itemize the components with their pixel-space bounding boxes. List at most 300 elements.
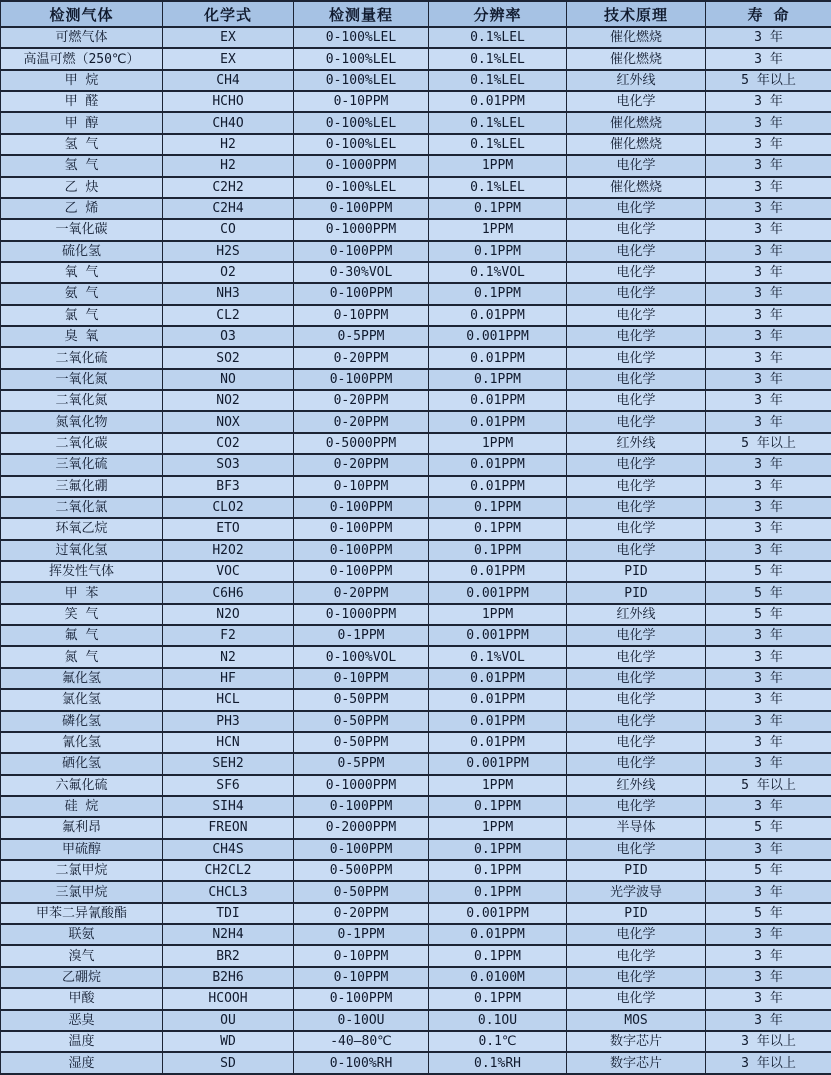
- cell-resolution: 0.1PPM: [429, 369, 567, 390]
- cell-principle: 电化学: [567, 262, 706, 283]
- table-row: [1, 945, 831, 966]
- cell-range: 0-1000PPM: [294, 219, 429, 240]
- cell-lifespan: 3 年: [706, 305, 831, 326]
- cell-gas: 环氧乙烷: [1, 518, 163, 539]
- cell-range: 0-100%LEL: [294, 48, 429, 69]
- cell-resolution: 0.001PPM: [429, 326, 567, 347]
- cell-formula: NO2: [163, 390, 294, 411]
- cell-resolution: 0.0100M: [429, 967, 567, 988]
- cell-range: 0-1PPM: [294, 625, 429, 646]
- cell-range: 0-20PPM: [294, 411, 429, 432]
- cell-principle: 红外线: [567, 70, 706, 91]
- cell-lifespan: 3 年: [706, 369, 831, 390]
- cell-resolution: 0.1PPM: [429, 988, 567, 1009]
- cell-range: 0-5000PPM: [294, 433, 429, 454]
- table-row: [1, 27, 831, 48]
- cell-principle: 电化学: [567, 689, 706, 710]
- cell-gas: 湿度: [1, 1052, 163, 1074]
- cell-lifespan: 3 年以上: [706, 1031, 831, 1052]
- cell-lifespan: 5 年: [706, 860, 831, 881]
- cell-formula: VOC: [163, 561, 294, 582]
- cell-range: 0-20PPM: [294, 454, 429, 475]
- table-row: [1, 305, 831, 326]
- cell-formula: C6H6: [163, 582, 294, 603]
- cell-range: 0-100PPM: [294, 561, 429, 582]
- cell-lifespan: 3 年: [706, 967, 831, 988]
- cell-range: -40—80℃: [294, 1031, 429, 1052]
- cell-formula: CH2CL2: [163, 860, 294, 881]
- table-row: [1, 518, 831, 539]
- cell-gas: 乙 烯: [1, 198, 163, 219]
- cell-principle: 电化学: [567, 988, 706, 1009]
- cell-principle: 电化学: [567, 540, 706, 561]
- cell-gas: 六氟化硫: [1, 775, 163, 796]
- cell-range: 0-10PPM: [294, 668, 429, 689]
- cell-range: 0-100PPM: [294, 198, 429, 219]
- cell-principle: 电化学: [567, 945, 706, 966]
- cell-lifespan: 3 年: [706, 112, 831, 133]
- cell-gas: 一氧化碳: [1, 219, 163, 240]
- cell-lifespan: 3 年: [706, 27, 831, 48]
- table-row: [1, 1010, 831, 1031]
- cell-range: 0-50PPM: [294, 689, 429, 710]
- cell-gas: 甲 醛: [1, 91, 163, 112]
- cell-gas: 甲苯二异氰酸酯: [1, 903, 163, 924]
- table-row: [1, 262, 831, 283]
- cell-range: 0-1000PPM: [294, 604, 429, 625]
- cell-gas: 三氯甲烷: [1, 881, 163, 902]
- cell-range: 0-2000PPM: [294, 817, 429, 838]
- cell-formula: CO: [163, 219, 294, 240]
- col-header-range: 检测量程: [294, 1, 429, 27]
- cell-formula: PH3: [163, 711, 294, 732]
- cell-formula: SF6: [163, 775, 294, 796]
- cell-gas: 甲 烷: [1, 70, 163, 91]
- cell-range: 0-100%VOL: [294, 646, 429, 667]
- cell-principle: 催化燃烧: [567, 134, 706, 155]
- cell-formula: H2: [163, 134, 294, 155]
- cell-gas: 二氯甲烷: [1, 860, 163, 881]
- cell-principle: 电化学: [567, 241, 706, 262]
- cell-lifespan: 3 年: [706, 411, 831, 432]
- cell-principle: 催化燃烧: [567, 48, 706, 69]
- cell-principle: PID: [567, 561, 706, 582]
- cell-formula: HF: [163, 668, 294, 689]
- cell-resolution: 0.1PPM: [429, 241, 567, 262]
- cell-resolution: 0.1PPM: [429, 839, 567, 860]
- cell-range: 0-100PPM: [294, 540, 429, 561]
- cell-lifespan: 3 年: [706, 924, 831, 945]
- cell-gas: 硫化氢: [1, 241, 163, 262]
- cell-lifespan: 3 年: [706, 881, 831, 902]
- table-row: [1, 775, 831, 796]
- cell-lifespan: 3 年: [706, 839, 831, 860]
- table-row: [1, 433, 831, 454]
- cell-gas: 过氧化氢: [1, 540, 163, 561]
- cell-range: 0-100PPM: [294, 241, 429, 262]
- cell-resolution: 0.01PPM: [429, 689, 567, 710]
- cell-principle: PID: [567, 903, 706, 924]
- table-row: [1, 604, 831, 625]
- table-row: [1, 839, 831, 860]
- cell-gas: 恶臭: [1, 1010, 163, 1031]
- cell-resolution: 0.1%LEL: [429, 27, 567, 48]
- table-row: [1, 219, 831, 240]
- cell-formula: WD: [163, 1031, 294, 1052]
- cell-formula: CH4O: [163, 112, 294, 133]
- cell-principle: MOS: [567, 1010, 706, 1031]
- cell-lifespan: 5 年: [706, 604, 831, 625]
- cell-principle: 红外线: [567, 775, 706, 796]
- cell-lifespan: 3 年: [706, 326, 831, 347]
- cell-lifespan: 5 年: [706, 817, 831, 838]
- cell-range: 0-500PPM: [294, 860, 429, 881]
- table-row: [1, 411, 831, 432]
- cell-resolution: 0.1℃: [429, 1031, 567, 1052]
- cell-principle: 电化学: [567, 668, 706, 689]
- cell-principle: 电化学: [567, 646, 706, 667]
- table-row: [1, 561, 831, 582]
- cell-principle: 红外线: [567, 433, 706, 454]
- cell-gas: 氢 气: [1, 155, 163, 176]
- cell-gas: 氧 气: [1, 262, 163, 283]
- col-header-lifespan: 寿 命: [706, 1, 831, 27]
- table-row: [1, 91, 831, 112]
- cell-lifespan: 3 年: [706, 540, 831, 561]
- table-row: [1, 155, 831, 176]
- cell-principle: 电化学: [567, 967, 706, 988]
- cell-formula: SO2: [163, 347, 294, 368]
- table-row: [1, 347, 831, 368]
- table-row: [1, 48, 831, 69]
- cell-gas: 硒化氢: [1, 753, 163, 774]
- cell-gas: 高温可燃（250℃）: [1, 48, 163, 69]
- cell-gas: 氨 气: [1, 283, 163, 304]
- cell-lifespan: 3 年: [706, 198, 831, 219]
- cell-lifespan: 3 年: [706, 668, 831, 689]
- cell-formula: N2: [163, 646, 294, 667]
- cell-range: 0-10OU: [294, 1010, 429, 1031]
- cell-gas: 二氧化氯: [1, 497, 163, 518]
- cell-resolution: 0.01PPM: [429, 454, 567, 475]
- cell-formula: NO: [163, 369, 294, 390]
- cell-formula: F2: [163, 625, 294, 646]
- cell-resolution: 0.1%VOL: [429, 646, 567, 667]
- cell-principle: 半导体: [567, 817, 706, 838]
- cell-principle: 电化学: [567, 454, 706, 475]
- cell-gas: 氟化氢: [1, 668, 163, 689]
- table-row: [1, 796, 831, 817]
- cell-gas: 乙 炔: [1, 177, 163, 198]
- cell-gas: 氰化氢: [1, 732, 163, 753]
- cell-lifespan: 3 年: [706, 219, 831, 240]
- cell-lifespan: 3 年: [706, 1010, 831, 1031]
- cell-lifespan: 3 年: [706, 945, 831, 966]
- cell-resolution: 0.1PPM: [429, 518, 567, 539]
- cell-resolution: 0.1%LEL: [429, 177, 567, 198]
- cell-lifespan: 3 年: [706, 177, 831, 198]
- cell-lifespan: 3 年: [706, 753, 831, 774]
- cell-gas: 挥发性气体: [1, 561, 163, 582]
- cell-principle: 电化学: [567, 711, 706, 732]
- cell-range: 0-20PPM: [294, 582, 429, 603]
- cell-range: 0-100%LEL: [294, 134, 429, 155]
- cell-formula: CL2: [163, 305, 294, 326]
- cell-resolution: 0.1PPM: [429, 881, 567, 902]
- cell-gas: 氟 气: [1, 625, 163, 646]
- cell-resolution: 0.1OU: [429, 1010, 567, 1031]
- table-row: [1, 476, 831, 497]
- cell-range: 0-100%LEL: [294, 70, 429, 91]
- cell-range: 0-10PPM: [294, 945, 429, 966]
- table-row: [1, 1052, 831, 1074]
- cell-resolution: 0.1%LEL: [429, 112, 567, 133]
- cell-range: 0-50PPM: [294, 881, 429, 902]
- table-row: [1, 369, 831, 390]
- cell-gas: 三氟化硼: [1, 476, 163, 497]
- cell-resolution: 0.01PPM: [429, 476, 567, 497]
- gas-table-body: [1, 27, 831, 1074]
- cell-formula: EX: [163, 48, 294, 69]
- cell-range: 0-100PPM: [294, 283, 429, 304]
- cell-resolution: 0.01PPM: [429, 668, 567, 689]
- cell-formula: C2H4: [163, 198, 294, 219]
- cell-resolution: 0.01PPM: [429, 924, 567, 945]
- cell-principle: 电化学: [567, 283, 706, 304]
- cell-lifespan: 5 年以上: [706, 70, 831, 91]
- cell-range: 0-5PPM: [294, 326, 429, 347]
- cell-resolution: 0.1PPM: [429, 945, 567, 966]
- cell-range: 0-10PPM: [294, 305, 429, 326]
- table-row: [1, 967, 831, 988]
- table-row: [1, 711, 831, 732]
- cell-formula: HCHO: [163, 91, 294, 112]
- cell-formula: HCL: [163, 689, 294, 710]
- cell-resolution: 0.1PPM: [429, 497, 567, 518]
- cell-formula: SD: [163, 1052, 294, 1074]
- cell-lifespan: 3 年: [706, 646, 831, 667]
- cell-range: 0-100PPM: [294, 497, 429, 518]
- cell-range: 0-30%VOL: [294, 262, 429, 283]
- cell-principle: 电化学: [567, 924, 706, 945]
- cell-resolution: 1PPM: [429, 775, 567, 796]
- cell-gas: 甲 醇: [1, 112, 163, 133]
- cell-principle: 电化学: [567, 497, 706, 518]
- table-row: [1, 646, 831, 667]
- cell-resolution: 0.1%VOL: [429, 262, 567, 283]
- cell-gas: 乙硼烷: [1, 967, 163, 988]
- cell-range: 0-100PPM: [294, 988, 429, 1009]
- table-row: [1, 454, 831, 475]
- cell-resolution: 0.001PPM: [429, 582, 567, 603]
- cell-range: 0-1000PPM: [294, 775, 429, 796]
- cell-formula: HCOOH: [163, 988, 294, 1009]
- cell-gas: 氮 气: [1, 646, 163, 667]
- cell-principle: 催化燃烧: [567, 112, 706, 133]
- cell-formula: BR2: [163, 945, 294, 966]
- cell-lifespan: 3 年: [706, 390, 831, 411]
- cell-gas: 氮氧化物: [1, 411, 163, 432]
- cell-range: 0-50PPM: [294, 711, 429, 732]
- cell-formula: O3: [163, 326, 294, 347]
- cell-range: 0-1000PPM: [294, 155, 429, 176]
- cell-lifespan: 3 年: [706, 283, 831, 304]
- cell-principle: 电化学: [567, 753, 706, 774]
- cell-lifespan: 3 年: [706, 476, 831, 497]
- cell-principle: 电化学: [567, 198, 706, 219]
- table-row: [1, 134, 831, 155]
- cell-principle: 光学波导: [567, 881, 706, 902]
- cell-gas: 甲酸: [1, 988, 163, 1009]
- table-row: [1, 903, 831, 924]
- cell-formula: CO2: [163, 433, 294, 454]
- cell-formula: H2O2: [163, 540, 294, 561]
- cell-lifespan: 5 年: [706, 582, 831, 603]
- cell-resolution: 0.1%RH: [429, 1052, 567, 1074]
- cell-formula: SIH4: [163, 796, 294, 817]
- cell-formula: B2H6: [163, 967, 294, 988]
- cell-formula: N2H4: [163, 924, 294, 945]
- cell-formula: C2H2: [163, 177, 294, 198]
- cell-lifespan: 3 年: [706, 796, 831, 817]
- cell-formula: CH4: [163, 70, 294, 91]
- cell-lifespan: 3 年: [706, 262, 831, 283]
- table-row: [1, 817, 831, 838]
- cell-principle: 催化燃烧: [567, 27, 706, 48]
- cell-gas: 甲 苯: [1, 582, 163, 603]
- cell-gas: 氯 气: [1, 305, 163, 326]
- cell-gas: 二氧化碳: [1, 433, 163, 454]
- cell-principle: 红外线: [567, 604, 706, 625]
- cell-principle: 催化燃烧: [567, 177, 706, 198]
- cell-lifespan: 3 年: [706, 689, 831, 710]
- col-header-resolution: 分辨率: [429, 1, 567, 27]
- cell-formula: HCN: [163, 732, 294, 753]
- cell-lifespan: 3 年: [706, 454, 831, 475]
- cell-gas: 联氨: [1, 924, 163, 945]
- cell-formula: H2: [163, 155, 294, 176]
- cell-resolution: 0.01PPM: [429, 732, 567, 753]
- cell-gas: 氟利昂: [1, 817, 163, 838]
- cell-gas: 磷化氢: [1, 711, 163, 732]
- cell-principle: PID: [567, 582, 706, 603]
- cell-principle: 电化学: [567, 732, 706, 753]
- cell-principle: 数字芯片: [567, 1052, 706, 1074]
- cell-formula: SO3: [163, 454, 294, 475]
- cell-resolution: 0.1PPM: [429, 198, 567, 219]
- cell-gas: 二氧化氮: [1, 390, 163, 411]
- cell-lifespan: 5 年: [706, 903, 831, 924]
- table-row: [1, 390, 831, 411]
- cell-principle: 电化学: [567, 91, 706, 112]
- cell-formula: BF3: [163, 476, 294, 497]
- cell-lifespan: 3 年: [706, 91, 831, 112]
- cell-range: 0-20PPM: [294, 390, 429, 411]
- cell-range: 0-100%LEL: [294, 27, 429, 48]
- table-row: [1, 881, 831, 902]
- cell-resolution: 1PPM: [429, 817, 567, 838]
- cell-gas: 溴气: [1, 945, 163, 966]
- cell-formula: O2: [163, 262, 294, 283]
- cell-formula: TDI: [163, 903, 294, 924]
- cell-range: 0-20PPM: [294, 903, 429, 924]
- cell-principle: 电化学: [567, 326, 706, 347]
- cell-resolution: 0.1PPM: [429, 283, 567, 304]
- cell-resolution: 0.01PPM: [429, 390, 567, 411]
- cell-formula: H2S: [163, 241, 294, 262]
- cell-gas: 氯化氢: [1, 689, 163, 710]
- cell-lifespan: 5 年以上: [706, 775, 831, 796]
- col-header-gas: 检测气体: [1, 1, 163, 27]
- table-row: [1, 689, 831, 710]
- cell-resolution: 0.1PPM: [429, 860, 567, 881]
- cell-lifespan: 3 年: [706, 48, 831, 69]
- cell-principle: 电化学: [567, 796, 706, 817]
- table-row: [1, 198, 831, 219]
- cell-range: 0-100PPM: [294, 518, 429, 539]
- cell-resolution: 0.1%LEL: [429, 70, 567, 91]
- table-row: [1, 625, 831, 646]
- table-row: [1, 241, 831, 262]
- cell-gas: 笑 气: [1, 604, 163, 625]
- cell-resolution: 1PPM: [429, 433, 567, 454]
- col-header-formula: 化学式: [163, 1, 294, 27]
- cell-gas: 可燃气体: [1, 27, 163, 48]
- cell-resolution: 1PPM: [429, 604, 567, 625]
- cell-lifespan: 3 年以上: [706, 1052, 831, 1074]
- cell-resolution: 0.1PPM: [429, 796, 567, 817]
- table-row: [1, 326, 831, 347]
- cell-lifespan: 3 年: [706, 988, 831, 1009]
- cell-resolution: 1PPM: [429, 155, 567, 176]
- cell-resolution: 0.1PPM: [429, 540, 567, 561]
- cell-principle: 电化学: [567, 476, 706, 497]
- cell-lifespan: 3 年: [706, 497, 831, 518]
- cell-resolution: 0.01PPM: [429, 91, 567, 112]
- table-row: [1, 540, 831, 561]
- cell-principle: 电化学: [567, 518, 706, 539]
- cell-resolution: 0.001PPM: [429, 625, 567, 646]
- cell-resolution: 0.001PPM: [429, 903, 567, 924]
- cell-resolution: 0.1%LEL: [429, 134, 567, 155]
- table-row: [1, 988, 831, 1009]
- cell-formula: NH3: [163, 283, 294, 304]
- cell-principle: 电化学: [567, 369, 706, 390]
- cell-formula: N2O: [163, 604, 294, 625]
- header-row: [1, 1, 831, 27]
- table-row: [1, 860, 831, 881]
- cell-formula: SEH2: [163, 753, 294, 774]
- cell-gas: 硅 烷: [1, 796, 163, 817]
- cell-lifespan: 5 年: [706, 561, 831, 582]
- cell-principle: 电化学: [567, 219, 706, 240]
- table-row: [1, 283, 831, 304]
- cell-resolution: 0.01PPM: [429, 711, 567, 732]
- cell-gas: 一氧化氮: [1, 369, 163, 390]
- cell-resolution: 0.1%LEL: [429, 48, 567, 69]
- cell-lifespan: 3 年: [706, 134, 831, 155]
- table-row: [1, 70, 831, 91]
- cell-lifespan: 3 年: [706, 155, 831, 176]
- cell-lifespan: 3 年: [706, 347, 831, 368]
- table-row: [1, 582, 831, 603]
- cell-range: 0-1PPM: [294, 924, 429, 945]
- cell-formula: ETO: [163, 518, 294, 539]
- table-row: [1, 732, 831, 753]
- table-row: [1, 668, 831, 689]
- cell-principle: 电化学: [567, 625, 706, 646]
- cell-principle: 电化学: [567, 411, 706, 432]
